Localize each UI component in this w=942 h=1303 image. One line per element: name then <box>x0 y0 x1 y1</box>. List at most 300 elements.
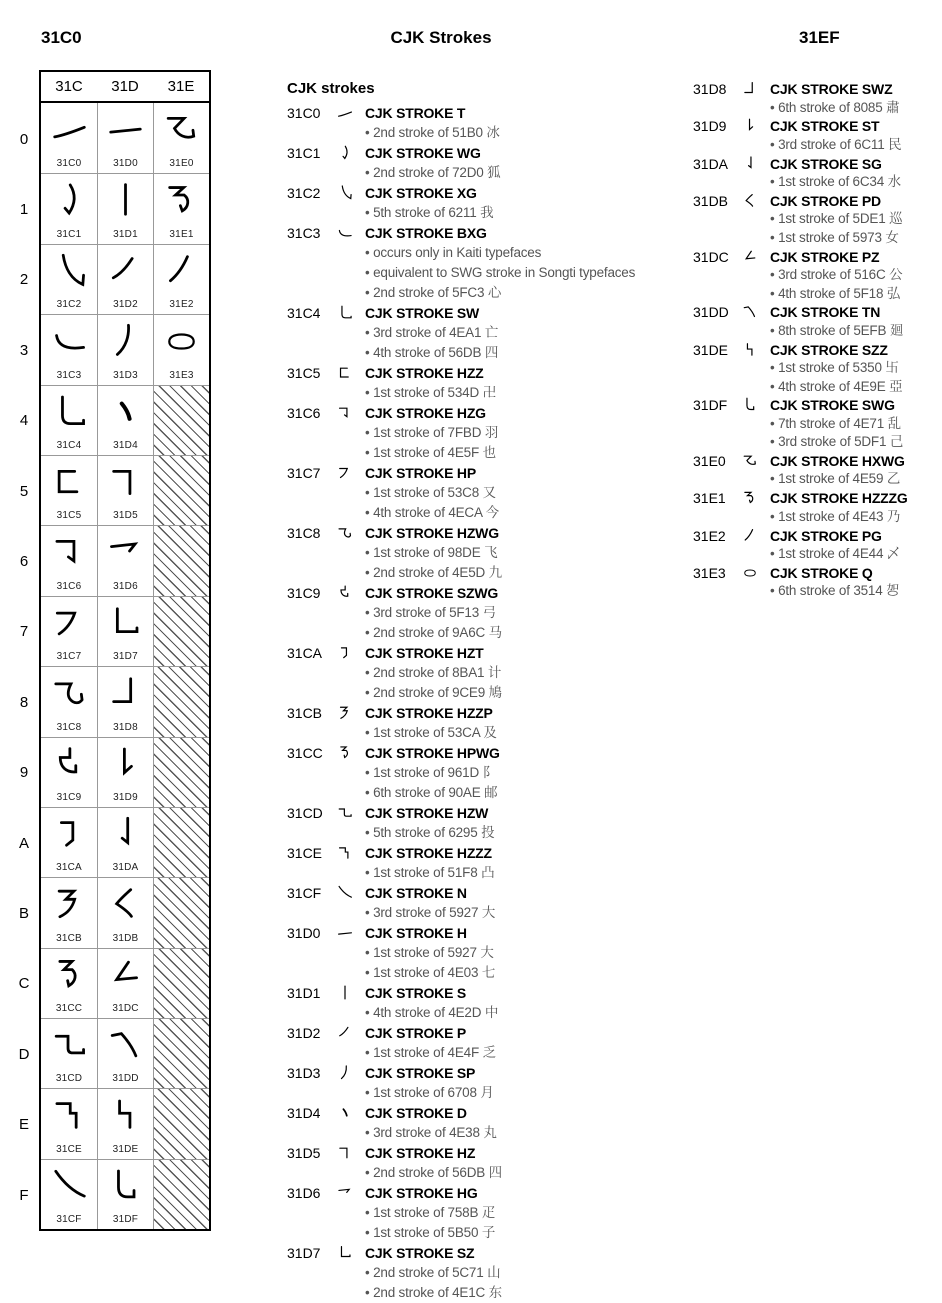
stroke-name: CJK STROKE TN <box>770 304 881 321</box>
stroke-code: 31CB <box>287 705 323 721</box>
stroke-glyph-31C1-icon <box>337 145 353 161</box>
stroke-name: CJK STROKE HG <box>365 1185 478 1201</box>
grid-cell-31DB <box>97 877 153 947</box>
stroke-name: CJK STROKE H <box>365 925 467 941</box>
grid-column-headers <box>41 72 209 103</box>
stroke-note: • 2nd stroke of 4E5D 九 <box>365 563 689 583</box>
stroke-glyph-31D4-icon <box>107 394 144 431</box>
grid-cell-unassigned <box>153 1088 209 1158</box>
stroke-glyph-31D5-icon <box>107 464 144 501</box>
stroke-entry-31E2 <box>693 526 942 563</box>
grid-cell-31D8 <box>97 666 153 736</box>
grid-col-header-31D: 31D <box>111 78 139 95</box>
grid-cell-code: 31CA <box>56 862 82 874</box>
stroke-entry-line <box>693 192 942 211</box>
stroke-note: • 3rd stroke of 6C11 民 <box>770 136 942 155</box>
stroke-glyph-31C4-icon <box>337 305 353 321</box>
grid-row-label-0: 0 <box>19 130 29 148</box>
stroke-list-right <box>693 80 942 601</box>
stroke-note: • 2nd stroke of 56DB 四 <box>365 1163 689 1183</box>
stroke-name: CJK STROKE WG <box>365 145 481 161</box>
grid-cell-unassigned <box>153 525 209 595</box>
stroke-glyph-31CF-icon <box>51 1168 88 1205</box>
stroke-glyph-31C0-icon <box>51 111 88 148</box>
stroke-name: CJK STROKE HZZZ <box>365 845 492 861</box>
stroke-glyph-cell <box>337 1065 365 1081</box>
stroke-entry-line <box>287 523 689 543</box>
stroke-name: CJK STROKE XG <box>365 185 477 201</box>
stroke-entry-31DA <box>693 154 942 191</box>
stroke-glyph-31E0-icon <box>163 111 200 148</box>
stroke-glyph-cell <box>337 1185 365 1201</box>
stroke-entry-31D1 <box>287 983 689 1023</box>
stroke-entry-31C9 <box>287 583 689 643</box>
stroke-name: CJK STROKE HPWG <box>365 745 500 761</box>
stroke-entry-line <box>287 883 689 903</box>
grid-cell-unassigned <box>153 807 209 877</box>
stroke-glyph-31CF-icon <box>337 885 353 901</box>
stroke-glyph-31D8-icon <box>107 675 144 712</box>
stroke-glyph-31C5-icon <box>51 464 88 501</box>
stroke-glyph-31DF-icon <box>107 1168 144 1205</box>
grid-row-label-9: 9 <box>19 764 29 782</box>
stroke-code: 31CF <box>287 885 322 901</box>
grid-row-label-2: 2 <box>19 271 29 289</box>
stroke-entry-31D0 <box>287 923 689 983</box>
grid-cell-code: 31DC <box>112 1003 139 1015</box>
grid-row-label-4: 4 <box>19 412 29 430</box>
stroke-note: • 1st stroke of 4E59 乙 <box>770 470 942 489</box>
grid-cell-31E1 <box>153 173 209 243</box>
stroke-glyph-31CA-icon <box>51 816 88 853</box>
stroke-note: • 6th stroke of 8085 肅 <box>770 99 942 118</box>
stroke-glyph-31C5-icon <box>337 365 353 381</box>
grid-cell-unassigned <box>153 455 209 525</box>
stroke-glyph-cell <box>742 490 770 506</box>
stroke-code: 31C5 <box>287 365 321 381</box>
grid-cell-unassigned <box>153 737 209 807</box>
stroke-glyph-31C7-icon <box>337 465 353 481</box>
grid-cell-code: 31CF <box>56 1214 82 1226</box>
stroke-note: • 6th stroke of 90AE 邮 <box>365 783 689 803</box>
grid-cell-31CA <box>41 807 97 877</box>
grid-row-label-1: 1 <box>19 201 29 219</box>
grid-cell-code: 31CC <box>55 1003 83 1015</box>
stroke-note: • equivalent to SWG stroke in Songti typefaces <box>365 263 689 283</box>
stroke-glyph-31DB-icon <box>742 193 758 209</box>
stroke-name: CJK STROKE HP <box>365 465 476 481</box>
grid-cell-code: 31C9 <box>56 791 82 803</box>
stroke-name: CJK STROKE HZZ <box>365 365 484 381</box>
stroke-glyph-31D2-icon <box>107 253 144 290</box>
stroke-glyph-cell <box>337 105 365 121</box>
grid-cells <box>41 103 209 1229</box>
stroke-glyph-31C6-icon <box>337 405 353 421</box>
stroke-code: 31DC <box>693 248 729 265</box>
stroke-name: CJK STROKE HZW <box>365 805 489 821</box>
stroke-glyph-31D1-icon <box>337 985 353 1001</box>
stroke-entry-line <box>287 183 689 203</box>
stroke-glyph-31DA-icon <box>742 156 758 172</box>
stroke-glyph-cell <box>337 1025 365 1041</box>
stroke-note: • 8th stroke of 5EFB 廻 <box>770 322 942 341</box>
stroke-note: • 1st stroke of 4E44 乄 <box>770 545 942 564</box>
stroke-glyph-31D2-icon <box>337 1025 353 1041</box>
stroke-glyph-31CD-icon <box>51 1027 88 1064</box>
grid-row-label-C: C <box>18 975 30 993</box>
stroke-glyph-cell <box>337 925 365 941</box>
stroke-glyph-31E3-icon <box>742 565 758 581</box>
stroke-glyph-31CC-icon <box>51 957 88 994</box>
stroke-name: CJK STROKE D <box>365 1105 467 1121</box>
grid-cell-31CE <box>41 1088 97 1158</box>
grid-col-header-31C: 31C <box>55 78 83 95</box>
stroke-note: • 3rd stroke of 4EA1 亡 <box>365 323 689 343</box>
stroke-glyph-31E2-icon <box>742 528 758 544</box>
grid-cell-31C6 <box>41 525 97 595</box>
page-header-right: 31EF <box>799 28 840 47</box>
stroke-name: CJK STROKE PD <box>770 192 881 209</box>
stroke-glyph-cell <box>337 705 365 721</box>
grid-cell-31D0 <box>97 103 153 173</box>
grid-cell-code: 31DD <box>112 1073 139 1085</box>
stroke-note: • 1st stroke of 534D 卍 <box>365 383 689 403</box>
stroke-glyph-31C4-icon <box>51 394 88 431</box>
stroke-code: 31C9 <box>287 585 321 601</box>
stroke-glyph-31D0-icon <box>107 111 144 148</box>
grid-cell-31D6 <box>97 525 153 595</box>
grid-cell-code: 31DF <box>112 1214 139 1226</box>
stroke-glyph-31C3-icon <box>337 225 353 241</box>
stroke-glyph-31C8-icon <box>337 525 353 541</box>
grid-cell-31D5 <box>97 455 153 525</box>
stroke-name: CJK STROKE PZ <box>770 248 880 265</box>
stroke-entry-line <box>693 489 942 508</box>
stroke-name: CJK STROKE HZ <box>365 1145 476 1161</box>
stroke-glyph-31DE-icon <box>742 342 758 358</box>
stroke-entry-31DE <box>693 340 942 396</box>
stroke-glyph-cell <box>337 145 365 161</box>
grid-cell-31E3 <box>153 314 209 384</box>
stroke-note: • 1st stroke of 5927 大 <box>365 943 689 963</box>
stroke-glyph-31CC-icon <box>337 745 353 761</box>
stroke-code: 31C1 <box>287 145 321 161</box>
stroke-glyph-31D9-icon <box>107 746 144 783</box>
stroke-code: 31D7 <box>287 1245 321 1261</box>
stroke-glyph-31CD-icon <box>337 805 353 821</box>
stroke-entry-31DD <box>693 303 942 340</box>
stroke-glyph-cell <box>742 249 770 265</box>
stroke-glyph-31DD-icon <box>742 304 758 320</box>
stroke-entry-line <box>287 1243 689 1263</box>
stroke-glyph-cell <box>742 156 770 172</box>
stroke-glyph-31E1-icon <box>163 182 200 219</box>
stroke-entry-line <box>693 247 942 266</box>
stroke-entry-31D6 <box>287 1183 689 1243</box>
stroke-entry-31C7 <box>287 463 689 523</box>
stroke-glyph-31D3-icon <box>107 323 144 360</box>
list-header: CJK strokes <box>287 80 375 97</box>
grid-cell-unassigned <box>153 948 209 1018</box>
grid-row-label-D: D <box>18 1045 30 1063</box>
grid-cell-31CD <box>41 1018 97 1088</box>
stroke-entry-line <box>693 563 942 582</box>
grid-cell-31D3 <box>97 314 153 384</box>
stroke-entry-31CC <box>287 743 689 803</box>
stroke-entry-line <box>287 143 689 163</box>
stroke-entry-31DB <box>693 192 942 248</box>
stroke-note: • 1st stroke of 5DE1 巡 <box>770 210 942 229</box>
stroke-entry-line <box>287 1183 689 1203</box>
stroke-note: • 6th stroke of 3514 㔔 <box>770 582 942 601</box>
stroke-name: CJK STROKE P <box>365 1025 467 1041</box>
stroke-glyph-cell <box>337 525 365 541</box>
stroke-entry-31C1 <box>287 143 689 183</box>
grid-cell-31DE <box>97 1088 153 1158</box>
stroke-entry-line <box>287 303 689 323</box>
stroke-entry-line <box>287 583 689 603</box>
grid-cell-31C7 <box>41 596 97 666</box>
stroke-note: • 2nd stroke of 9CE9 鳩 <box>365 683 689 703</box>
stroke-entry-line <box>287 103 689 123</box>
grid-cell-code: 31C7 <box>56 651 82 663</box>
stroke-glyph-cell <box>337 305 365 321</box>
stroke-note: • 1st stroke of 98DE 飞 <box>365 543 689 563</box>
stroke-name: CJK STROKE N <box>365 885 467 901</box>
stroke-note: • 2nd stroke of 5FC3 心 <box>365 283 689 303</box>
stroke-glyph-31D7-icon <box>107 605 144 642</box>
stroke-glyph-cell <box>337 585 365 601</box>
stroke-glyph-31DC-icon <box>107 957 144 994</box>
stroke-entries-right <box>693 80 942 601</box>
stroke-glyph-cell <box>337 405 365 421</box>
grid-cell-31D2 <box>97 244 153 314</box>
stroke-code: 31E2 <box>693 527 726 544</box>
grid-cell-code: 31E1 <box>169 228 194 240</box>
stroke-name: CJK STROKE SP <box>365 1065 476 1081</box>
grid-cell-31C8 <box>41 666 97 736</box>
stroke-glyph-31DA-icon <box>107 816 144 853</box>
stroke-entry-line <box>287 703 689 723</box>
grid-col-header-31E: 31E <box>167 78 195 95</box>
stroke-note: • 1st stroke of 6708 月 <box>365 1083 689 1103</box>
stroke-note: • 3rd stroke of 5927 大 <box>365 903 689 923</box>
stroke-code: 31DD <box>693 304 729 321</box>
grid-cell-code: 31C1 <box>56 228 82 240</box>
stroke-code: 31C3 <box>287 225 321 241</box>
stroke-code: 31DA <box>693 155 729 172</box>
stroke-code: 31D1 <box>287 985 321 1001</box>
stroke-note: • 3rd stroke of 4E38 丸 <box>365 1123 689 1143</box>
stroke-note: • 1st stroke of 4E4F 乏 <box>365 1043 689 1063</box>
stroke-glyph-cell <box>337 365 365 381</box>
grid-cell-31C4 <box>41 385 97 455</box>
stroke-glyph-31D6-icon <box>337 1185 353 1201</box>
stroke-entry-31E0 <box>693 452 942 489</box>
stroke-glyph-cell <box>337 1145 365 1161</box>
grid-cell-unassigned <box>153 1018 209 1088</box>
grid-cell-unassigned <box>153 877 209 947</box>
stroke-entry-line <box>287 843 689 863</box>
grid-cell-31D7 <box>97 596 153 666</box>
stroke-entry-31C6 <box>287 403 689 463</box>
stroke-glyph-31CB-icon <box>51 886 88 923</box>
stroke-glyph-31D8-icon <box>742 81 758 97</box>
stroke-glyph-cell <box>742 118 770 134</box>
stroke-entry-31D7 <box>287 1243 689 1303</box>
stroke-glyph-cell <box>337 885 365 901</box>
stroke-entry-31CE <box>287 843 689 883</box>
stroke-note: • 4th stroke of 4ECA 今 <box>365 503 689 523</box>
grid-cell-31C9 <box>41 737 97 807</box>
grid-row-label-A: A <box>18 834 29 852</box>
stroke-entry-31E3 <box>693 563 942 600</box>
grid-cell-code: 31CB <box>56 932 82 944</box>
stroke-list-middle <box>287 79 689 1303</box>
stroke-entry-line <box>693 154 942 173</box>
stroke-glyph-cell <box>337 465 365 481</box>
stroke-note: • 1st stroke of 51F8 凸 <box>365 863 689 883</box>
stroke-name: CJK STROKE SZZ <box>770 341 888 358</box>
grid-cell-code: 31D0 <box>113 158 138 170</box>
stroke-glyph-31D7-icon <box>337 1245 353 1261</box>
stroke-code: 31D6 <box>287 1185 321 1201</box>
stroke-glyph-31DB-icon <box>107 886 144 923</box>
stroke-name: CJK STROKE HZZZG <box>770 490 908 507</box>
stroke-note: • 3rd stroke of 516C 公 <box>770 266 942 285</box>
stroke-glyph-cell <box>337 645 365 661</box>
stroke-glyph-31C1-icon <box>51 182 88 219</box>
stroke-note: • occurs only in Kaiti typefaces <box>365 243 689 263</box>
stroke-code: 31D4 <box>287 1105 321 1121</box>
stroke-note: • 2nd stroke of 4E1C 东 <box>365 1283 689 1303</box>
grid-cell-31D9 <box>97 737 153 807</box>
grid-cell-31DC <box>97 948 153 1018</box>
stroke-glyph-31D5-icon <box>337 1145 353 1161</box>
page-header-left: 31C0 <box>41 28 82 47</box>
stroke-code: 31E1 <box>693 490 726 507</box>
stroke-entry-line <box>287 463 689 483</box>
stroke-glyph-cell <box>742 81 770 97</box>
stroke-name: CJK STROKE HZWG <box>365 525 499 541</box>
grid-cell-code: 31CD <box>55 1073 83 1085</box>
stroke-name: CJK STROKE HZG <box>365 405 486 421</box>
stroke-entry-line <box>693 117 942 136</box>
stroke-entry-31DF <box>693 396 942 452</box>
stroke-code: 31DE <box>693 341 729 358</box>
stroke-glyph-31DD-icon <box>107 1027 144 1064</box>
stroke-note: • 1st stroke of 4E03 七 <box>365 963 689 983</box>
stroke-code: 31DF <box>693 397 728 414</box>
stroke-entry-31C8 <box>287 523 689 583</box>
stroke-code: 31E3 <box>693 564 726 581</box>
grid-cell-31D4 <box>97 385 153 455</box>
grid-cell-31DA <box>97 807 153 877</box>
stroke-entry-line <box>287 363 689 383</box>
stroke-code: 31D5 <box>287 1145 321 1161</box>
stroke-entry-31D5 <box>287 1143 689 1183</box>
grid-cell-code: 31C4 <box>56 439 82 451</box>
stroke-note: • 1st stroke of 53C8 又 <box>365 483 689 503</box>
stroke-glyph-31E0-icon <box>742 453 758 469</box>
stroke-code: 31C6 <box>287 405 321 421</box>
stroke-entry-line <box>287 1063 689 1083</box>
stroke-name: CJK STROKE SWG <box>770 397 895 414</box>
stroke-entry-31CF <box>287 883 689 923</box>
stroke-entry-line <box>287 983 689 1003</box>
stroke-glyph-31C3-icon <box>51 323 88 360</box>
grid-row-label-7: 7 <box>19 623 29 641</box>
stroke-code: 31C2 <box>287 185 321 201</box>
grid-row-label-B: B <box>18 904 29 922</box>
stroke-note: • 1st stroke of 5350 卐 <box>770 359 942 378</box>
stroke-name: CJK STROKE T <box>365 105 466 121</box>
stroke-note: • 1st stroke of 758B 疋 <box>365 1203 689 1223</box>
grid-cell-31CF <box>41 1159 97 1229</box>
stroke-glyph-31D9-icon <box>742 118 758 134</box>
grid-cell-code: 31D4 <box>113 439 138 451</box>
grid-cell-code: 31C0 <box>56 158 82 170</box>
stroke-code: 31E0 <box>693 453 726 470</box>
stroke-code: 31C4 <box>287 305 321 321</box>
stroke-entry-line <box>287 803 689 823</box>
stroke-code: 31C0 <box>287 105 321 121</box>
stroke-name: CJK STROKE SG <box>770 155 882 172</box>
grid-cell-code: 31D9 <box>113 791 138 803</box>
stroke-entry-line <box>287 1143 689 1163</box>
stroke-note: • 2nd stroke of 51B0 冰 <box>365 123 689 143</box>
grid-cell-31CB <box>41 877 97 947</box>
grid-cell-code: 31E3 <box>169 369 194 381</box>
grid-row-label-E: E <box>18 1116 29 1134</box>
grid-cell-code: 31E0 <box>169 158 194 170</box>
stroke-glyph-31DC-icon <box>742 249 758 265</box>
grid-cell-31CC <box>41 948 97 1018</box>
stroke-entry-line <box>693 80 942 99</box>
stroke-glyph-cell <box>337 985 365 1001</box>
stroke-entry-31DC <box>693 247 942 303</box>
stroke-glyph-31CE-icon <box>51 1097 88 1134</box>
stroke-glyph-31C9-icon <box>51 746 88 783</box>
stroke-glyph-cell <box>337 185 365 201</box>
stroke-entry-line <box>693 396 942 415</box>
stroke-name: CJK STROKE HZZP <box>365 705 493 721</box>
stroke-entry-31C5 <box>287 363 689 403</box>
grid-row-label-3: 3 <box>19 341 29 359</box>
stroke-note: • 3rd stroke of 5F13 弓 <box>365 603 689 623</box>
stroke-note: • 2nd stroke of 5C71 山 <box>365 1263 689 1283</box>
stroke-note: • 1st stroke of 7FBD 羽 <box>365 423 689 443</box>
grid-cell-code: 31C3 <box>56 369 82 381</box>
stroke-note: • 4th stroke of 4E9E 亞 <box>770 378 942 397</box>
stroke-note: • 5th stroke of 6295 投 <box>365 823 689 843</box>
stroke-note: • 1st stroke of 961D 阝 <box>365 763 689 783</box>
stroke-glyph-cell <box>337 225 365 241</box>
grid-cell-code: 31C5 <box>56 510 82 522</box>
stroke-glyph-cell <box>742 528 770 544</box>
stroke-entry-line <box>287 403 689 423</box>
grid-row-label-6: 6 <box>19 553 29 571</box>
stroke-note: • 1st stroke of 5973 女 <box>770 229 942 248</box>
stroke-name: CJK STROKE ST <box>770 118 880 135</box>
stroke-glyph-cell <box>742 304 770 320</box>
stroke-glyph-cell <box>742 565 770 581</box>
stroke-glyph-31CE-icon <box>337 845 353 861</box>
grid-cell-code: 31D3 <box>113 369 138 381</box>
grid-cell-code: 31E2 <box>169 299 194 311</box>
stroke-note: • 1st stroke of 5B50 子 <box>365 1223 689 1243</box>
stroke-name: CJK STROKE SZWG <box>365 585 499 601</box>
